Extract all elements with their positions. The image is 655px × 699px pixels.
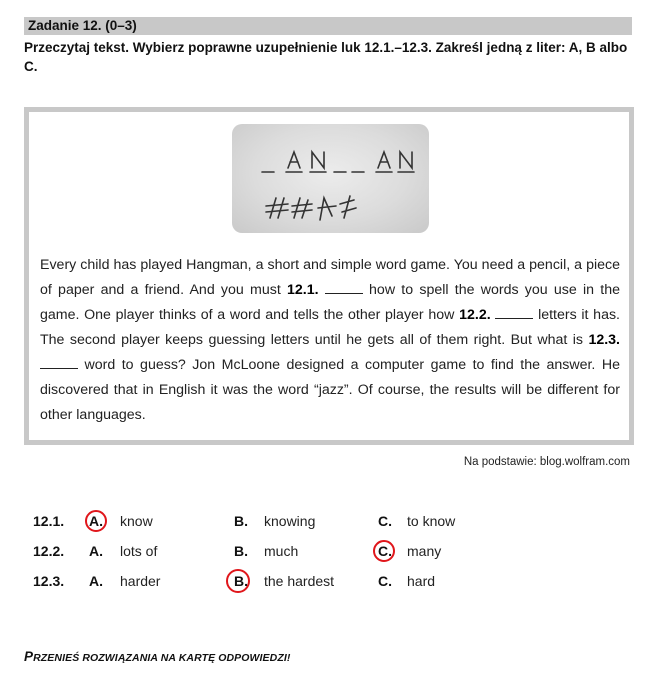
option-c[interactable]: C. [378,513,392,529]
hangman-photo-icon [232,124,429,233]
option-b[interactable]: B. [234,543,248,559]
task-header: Zadanie 12. (0–3) [24,17,632,35]
task-instruction: Przeczytaj tekst. Wybierz poprawne uzupełnienie luk 12.1.–12.3. Zakreśl jedną z liter: A, B albo C. [24,40,628,74]
source-note: Na podstawie: blog.wolfram.com [463,456,630,468]
footer-instruction: PRZENIEŚ ROZWIĄZANIA NA KARTĘ ODPOWIEDZI! [24,649,291,664]
option-a[interactable]: A. [89,543,103,559]
option-c[interactable]: C. [378,573,392,589]
option-a[interactable]: A. [89,513,103,529]
option-b[interactable]: B. [234,513,248,529]
option-b[interactable]: B. [234,573,248,589]
gap-12-1 [325,280,363,294]
gap-12-2 [495,305,533,319]
option-a[interactable]: A. [89,573,103,589]
option-c[interactable]: C. [378,543,392,559]
gap-12-3 [40,355,78,369]
passage-text: Every child has played Hangman, a short and simple word game. You need a pencil, a piece of paper and a friend. And you must 12.1. how to spell the words you use in the game. One player thinks of a word and tells the other player how 12.2. letters it has. The second player keeps guessing letters until he gets all of them right. But what is 12.3. word to guess? Jon McLoone designed a computer game to find the answer. He discovered that in English it was the word “jazz”. Of course, the results will be different for other languages. [40,257,620,423]
